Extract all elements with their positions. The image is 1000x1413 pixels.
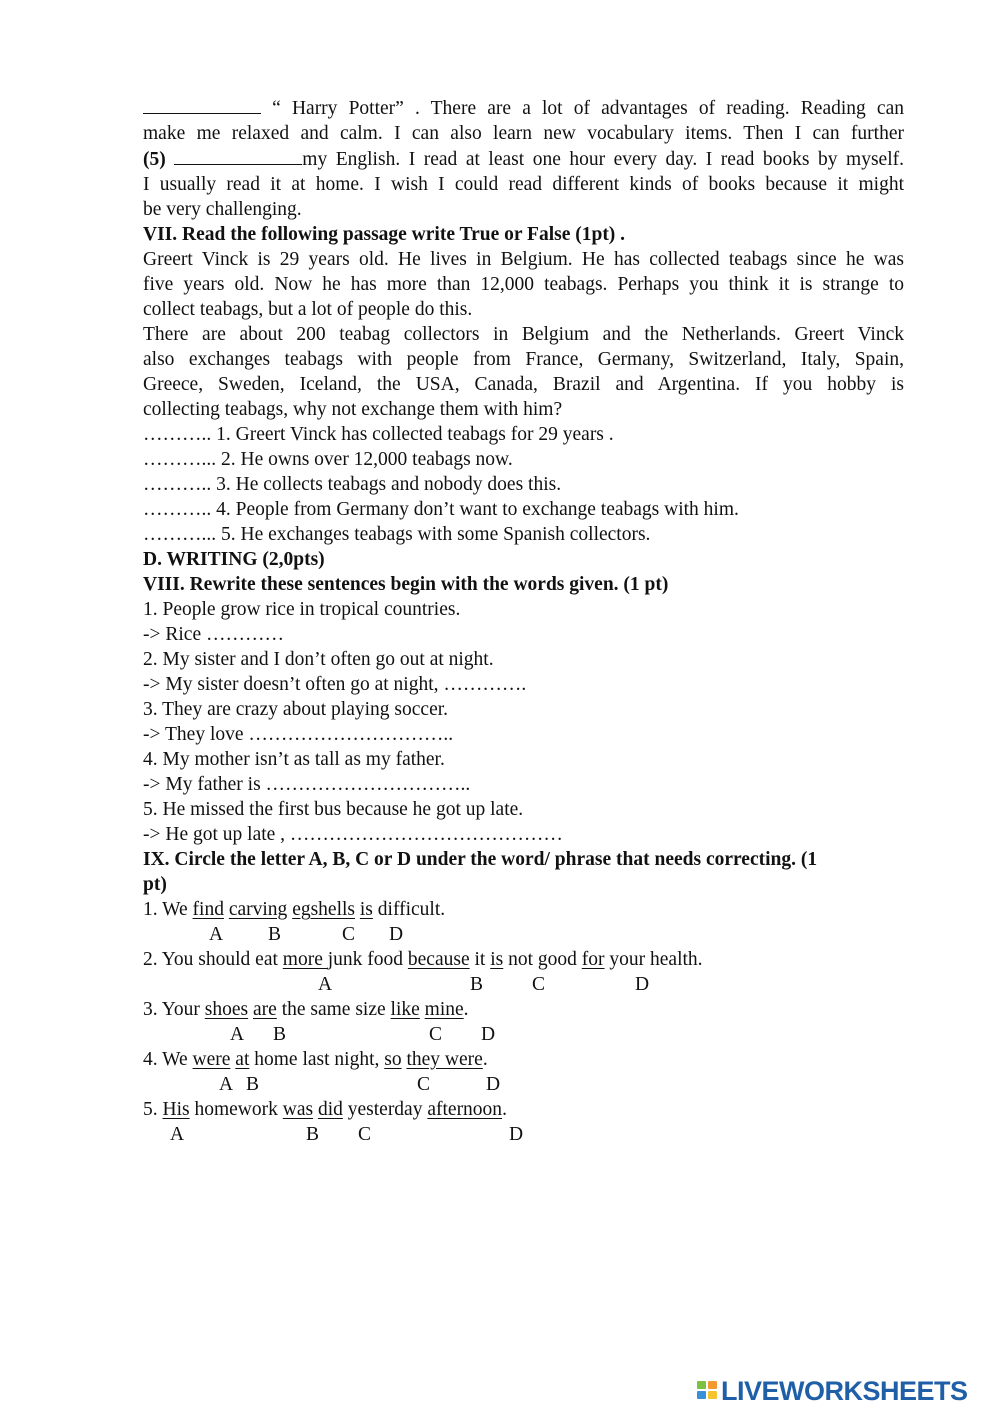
option-b-word[interactable]: carving — [228, 899, 288, 920]
liveworksheets-brand-text: LIVEWORKSHEETS — [721, 1376, 968, 1406]
option-d-word[interactable]: is — [359, 899, 373, 920]
reading-line-5: be very challenging. — [143, 199, 302, 220]
rewrite-answer-1[interactable]: -> Rice ………… — [143, 624, 284, 645]
rewrite-answer-3[interactable]: -> They love ………………………….. — [143, 724, 454, 745]
rewrite-prompt-4: 4. My mother isn’t as tall as my father. — [143, 749, 445, 770]
letter-b[interactable]: B — [268, 924, 282, 945]
rewrite-answer-2[interactable]: -> My sister doesn’t often go at night, …………. — [143, 674, 527, 695]
passage-line: five years old. Now he has more than 12,000 teabags. Perhaps you think it is strange to — [143, 274, 904, 295]
option-d-word[interactable]: afternoon — [427, 1099, 503, 1120]
letter-d[interactable]: D — [389, 924, 404, 945]
option-b-word[interactable]: are — [253, 999, 277, 1020]
option-d-word[interactable]: they were — [406, 1049, 483, 1070]
logo-square-icon — [708, 1381, 717, 1389]
option-a-word[interactable]: His — [162, 1099, 190, 1120]
logo-square-icon — [697, 1391, 706, 1399]
option-c-word[interactable]: is — [490, 949, 504, 970]
letter-b[interactable]: B — [273, 1024, 287, 1045]
reading-line-2: make me relaxed and calm. I can also learn new vocabulary items. Then I can further — [143, 123, 904, 144]
reading-line-1: “ Harry Potter” . There are a lot of advantages of reading. Reading can — [143, 95, 904, 121]
letter-a[interactable]: A — [318, 974, 333, 995]
option-letters-3 — [143, 1022, 904, 1047]
option-letters-1 — [143, 922, 904, 947]
option-c-word[interactable]: like — [390, 999, 420, 1020]
rewrite-prompt-5: 5. He missed the first bus because he got up late. — [143, 799, 524, 820]
reading-line-4: I usually read it at home. I wish I could read different kinds of books because it might — [143, 174, 904, 195]
option-c-word[interactable]: did — [317, 1099, 343, 1120]
answer-blank-4[interactable] — [143, 95, 261, 114]
letter-c[interactable]: C — [429, 1024, 443, 1045]
passage-line: collect teabags, but a lot of people do this. — [143, 299, 473, 320]
error-question-1: 1. We find carving egshells is difficult. — [143, 899, 446, 920]
option-b-word[interactable]: because — [407, 949, 470, 970]
liveworksheets-logo[interactable] — [697, 1376, 968, 1407]
passage-line: also exchanges teabags with people from France, Germany, Switzerland, Italy, Spain, — [143, 349, 904, 370]
true-false-item-3[interactable]: ……….. 3. He collects teabags and nobody does this. — [143, 474, 562, 495]
letter-c[interactable]: C — [358, 1124, 372, 1145]
rewrite-answer-5[interactable]: -> He got up late , …………………………………… — [143, 824, 563, 845]
true-false-item-1[interactable]: ……….. 1. Greert Vinck has collected teabags for 29 years . — [143, 424, 614, 445]
letter-a[interactable]: A — [170, 1124, 185, 1145]
section-7-heading: VII. Read the following passage write True or False (1pt) . — [143, 224, 626, 245]
error-question-3: 3. Your shoes are the same size like mine. — [143, 999, 469, 1020]
error-question-2: 2. You should eat more junk food because it is not good for your health. — [143, 949, 703, 970]
error-question-4: 4. We were at home last night, so they were. — [143, 1049, 488, 1070]
option-a-word[interactable]: more — [282, 949, 328, 970]
letter-b[interactable]: B — [306, 1124, 320, 1145]
option-b-word[interactable]: was — [282, 1099, 314, 1120]
option-letters-5 — [143, 1122, 904, 1147]
letter-d[interactable]: D — [509, 1124, 524, 1145]
option-c-word[interactable]: so — [384, 1049, 402, 1070]
true-false-item-5[interactable]: ………... 5. He exchanges teabags with some Spanish collectors. — [143, 524, 651, 545]
rewrite-prompt-1: 1. People grow rice in tropical countries. — [143, 599, 461, 620]
section-9-heading: IX. Circle the letter A, B, C or D under the word/ phrase that needs correcting. (1 — [143, 849, 818, 870]
letter-a[interactable]: A — [209, 924, 224, 945]
logo-square-icon — [697, 1381, 706, 1389]
letter-c[interactable]: C — [417, 1074, 431, 1095]
rewrite-prompt-2: 2. My sister and I don’t often go out at night. — [143, 649, 494, 670]
option-d-word[interactable]: mine — [424, 999, 464, 1020]
section-8-heading: VIII. Rewrite these sentences begin with the words given. (1 pt) — [143, 574, 669, 595]
letter-c[interactable]: C — [342, 924, 356, 945]
passage-line: Greece, Sweden, Iceland, the USA, Canada, Brazil and Argentina. If you hobby is — [143, 374, 904, 395]
option-d-word[interactable]: for — [581, 949, 605, 970]
letter-c[interactable]: C — [532, 974, 546, 995]
option-a-word[interactable]: find — [192, 899, 224, 920]
true-false-item-2[interactable]: ………... 2. He owns over 12,000 teabags now. — [143, 449, 513, 470]
rewrite-prompt-3: 3. They are crazy about playing soccer. — [143, 699, 449, 720]
letter-a[interactable]: A — [219, 1074, 234, 1095]
letter-d[interactable]: D — [635, 974, 650, 995]
answer-blank-5[interactable] — [174, 146, 302, 165]
liveworksheets-logo-icon — [697, 1379, 719, 1405]
letter-d[interactable]: D — [481, 1024, 496, 1045]
true-false-item-4[interactable]: ……….. 4. People from Germany don’t want to exchange teabags with him. — [143, 499, 739, 520]
option-a-word[interactable]: were — [192, 1049, 231, 1070]
passage-line: Greert Vinck is 29 years old. He lives in Belgium. He has collected teabags since he was — [143, 249, 904, 270]
option-c-word[interactable]: egshells — [292, 899, 356, 920]
error-question-5: 5. His homework was did yesterday afternoon. — [143, 1099, 507, 1120]
reading-line-3: (5) my English. I read at least one hour every day. I read books by myself. — [143, 146, 904, 172]
option-letters-4 — [143, 1072, 904, 1097]
logo-square-icon — [708, 1391, 717, 1399]
passage-line: collecting teabags, why not exchange them with him? — [143, 399, 563, 420]
rewrite-answer-4[interactable]: -> My father is ………………………….. — [143, 774, 471, 795]
letter-d[interactable]: D — [486, 1074, 501, 1095]
writing-heading: D. WRITING (2,0pts) — [143, 549, 325, 570]
letter-b[interactable]: B — [470, 974, 484, 995]
worksheet-page — [143, 95, 904, 1147]
option-b-word[interactable]: at — [235, 1049, 250, 1070]
option-letters-2 — [143, 972, 904, 997]
letter-a[interactable]: A — [230, 1024, 245, 1045]
option-a-word[interactable]: shoes — [204, 999, 249, 1020]
section-9-heading-cont: pt) — [143, 874, 167, 895]
passage-line: There are about 200 teabag collectors in Belgium and the Netherlands. Greert Vinck — [143, 324, 904, 345]
letter-b[interactable]: B — [246, 1074, 260, 1095]
